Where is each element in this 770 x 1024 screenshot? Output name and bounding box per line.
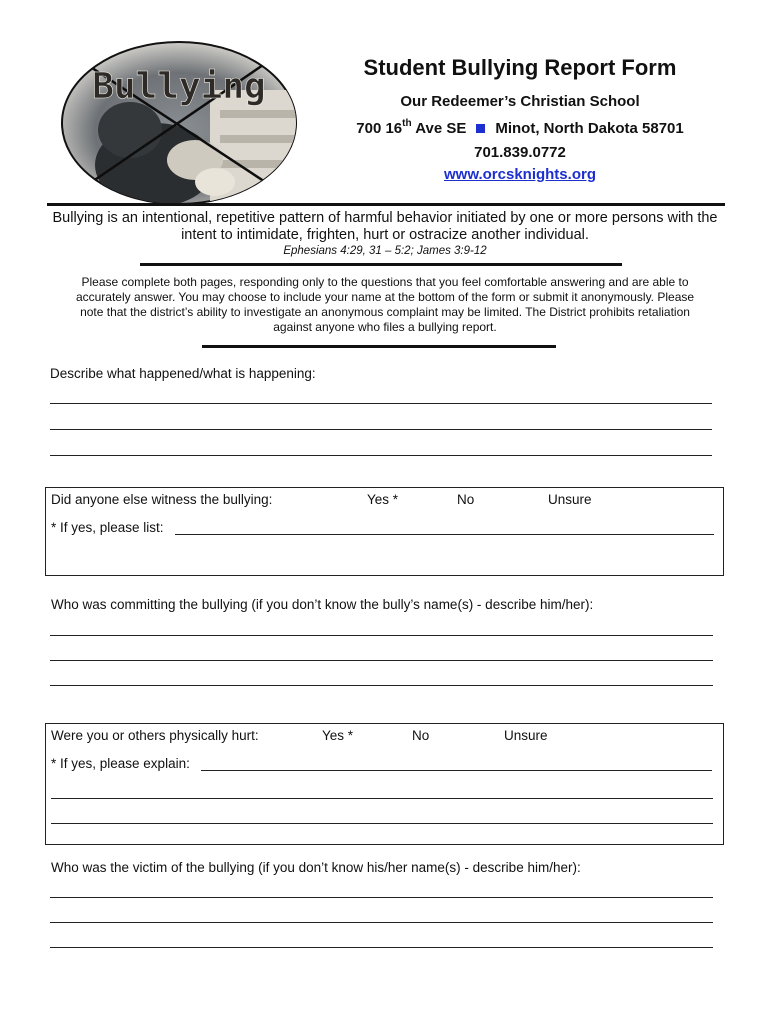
school-phone: 701.839.0772 xyxy=(474,144,566,161)
definition-divider xyxy=(140,263,622,266)
hurt-unsure-option[interactable]: Unsure xyxy=(504,728,548,743)
scripture-reference: Ephesians 4:29, 31 – 5:2; James 3:9-12 xyxy=(283,245,487,257)
victim-label: Who was the victim of the bullying (if you don’t know his/her name(s) - describe him/her): xyxy=(51,860,581,875)
describe-label: Describe what happened/what is happening: xyxy=(50,366,316,381)
victim-line-2[interactable] xyxy=(50,922,713,923)
hurt-yes-option[interactable]: Yes * xyxy=(322,728,354,743)
describe-line-1[interactable] xyxy=(50,403,712,404)
bullying-definition: Bullying is an intentional, repetitive pattern of harmful behavior initiated by one or more persons with the intent to intimidate, frighten, hurt or ostracize another individual. xyxy=(52,210,718,243)
bullet-square-icon xyxy=(476,124,485,133)
bully-label: Who was committing the bullying (if you don’t know the bully’s name(s) - describe him/her): xyxy=(51,597,594,612)
hurt-explain-line-2[interactable] xyxy=(51,798,713,799)
instructions-divider xyxy=(202,345,556,348)
school-website-link[interactable]: www.orcsknights.org xyxy=(444,166,596,183)
hurt-label: Were you or others physically hurt: xyxy=(51,728,259,743)
logo-text: Bullying xyxy=(92,66,266,107)
address-suffix: th xyxy=(402,118,412,129)
witness-no-option[interactable]: No xyxy=(457,492,475,507)
describe-line-2[interactable] xyxy=(50,429,712,430)
address-number: 700 16 xyxy=(356,120,403,137)
address-city: Minot, North Dakota 58701 xyxy=(495,120,684,137)
victim-line-1[interactable] xyxy=(50,897,713,898)
address-street: Ave SE xyxy=(411,120,467,137)
witness-list-label: * If yes, please list: xyxy=(51,520,164,535)
bully-line-3[interactable] xyxy=(50,685,713,686)
bullying-logo xyxy=(60,40,298,206)
witness-yes-option[interactable]: Yes * xyxy=(367,492,399,507)
header-divider xyxy=(47,203,725,206)
victim-line-3[interactable] xyxy=(50,947,713,948)
describe-line-3[interactable] xyxy=(50,455,712,456)
witness-list-line[interactable] xyxy=(175,534,714,535)
school-address xyxy=(320,119,720,137)
witness-unsure-option[interactable]: Unsure xyxy=(548,492,592,507)
hurt-explain-line-3[interactable] xyxy=(51,823,713,824)
bully-line-2[interactable] xyxy=(50,660,713,661)
witness-label: Did anyone else witness the bullying: xyxy=(51,492,273,507)
bully-line-1[interactable] xyxy=(50,635,713,636)
school-name: Our Redeemer’s Christian School xyxy=(400,93,640,110)
form-title: Student Bullying Report Form xyxy=(363,55,677,80)
form-instructions: Please complete both pages, responding only to the questions that you feel comfortable answering and are able to accurately answer. You may choose to include your name at the bottom of the form or submit it anonymously. Please note that the district’s ability to investigate an anonymous complaint may be limited. The District prohibits retaliation against anyone who files a bullying report. xyxy=(75,275,695,334)
hurt-no-option[interactable]: No xyxy=(412,728,430,743)
hurt-explain-line-1[interactable] xyxy=(201,770,712,771)
hurt-explain-label: * If yes, please explain: xyxy=(51,756,190,771)
